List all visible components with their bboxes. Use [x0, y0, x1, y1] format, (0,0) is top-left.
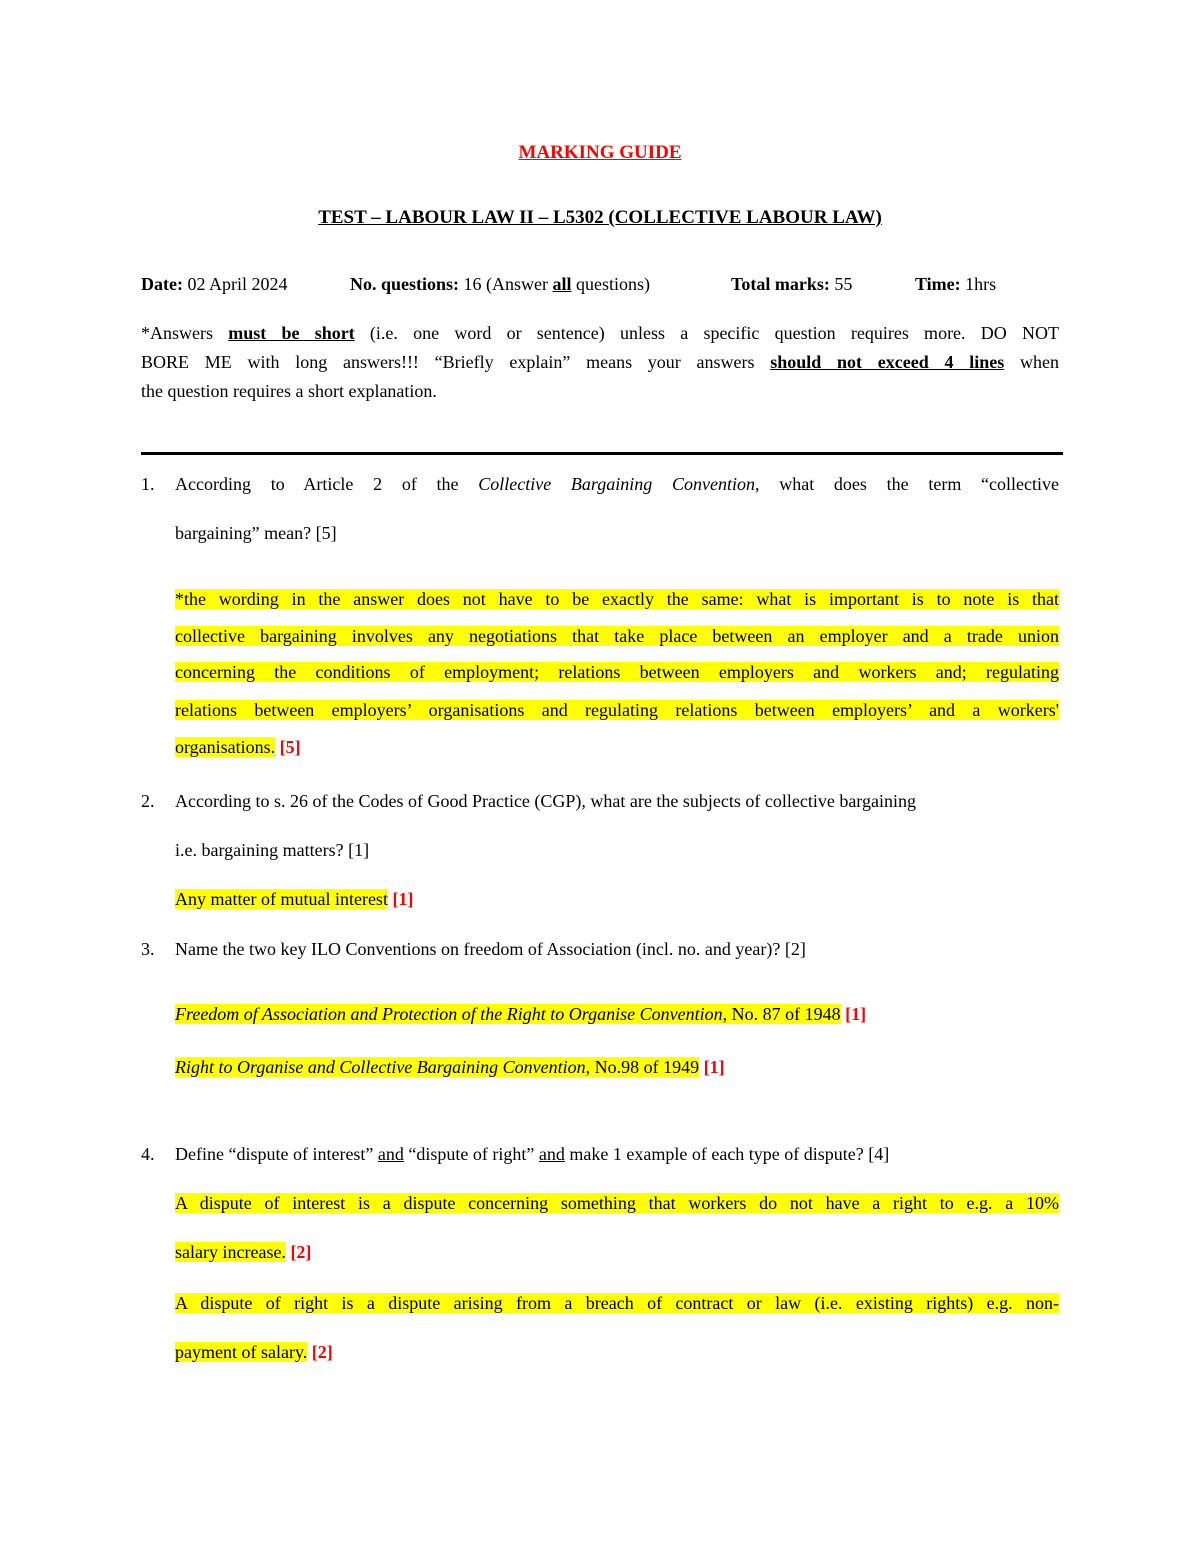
q1-text-line-2: bargaining” mean? [5]: [175, 523, 337, 543]
q4-mark-2: [2]: [311, 1342, 333, 1362]
q4-answer-text: payment of salary.: [175, 1342, 308, 1362]
q4-answer-text: salary increase.: [175, 1242, 286, 1262]
questions-text: 16 (Answer: [459, 274, 553, 294]
instr-text: BORE ME with long answers!!! “Briefly explain” means your answers: [141, 352, 771, 372]
q2-mark: [1]: [392, 889, 414, 909]
questions-label: No. questions:: [350, 274, 460, 294]
instr-text: *Answers: [141, 323, 229, 343]
q1-answer-text: *the wording in the answer does not have to be exactly the same: what is important is to note is that: [175, 589, 1059, 609]
q4-answer-line-1: [175, 1193, 1059, 1214]
instr-text: when: [1004, 352, 1059, 372]
q1-italic-title: Collective Bargaining Convention: [478, 474, 755, 494]
q1-number: 1.: [141, 474, 155, 494]
q1-answer-text: organisations.: [175, 737, 276, 757]
meta-questions: [350, 274, 650, 295]
time-value: 1hrs: [960, 274, 997, 294]
q1-answer-line-5: [175, 737, 301, 758]
q4-and: and: [377, 1144, 404, 1164]
q4-and: and: [538, 1144, 565, 1164]
q3-convention-87: Freedom of Association and Protection of the Right to Organise Convention: [175, 1004, 723, 1024]
q1-mark: [5]: [279, 737, 301, 757]
q2-answer-text: Any matter of mutual interest: [175, 889, 388, 909]
horizontal-rule: [141, 452, 1063, 455]
q3-convention-98-number: , No.98 of 1949: [585, 1057, 700, 1077]
q1-answer-line-4: [175, 700, 1059, 721]
q2-number: 2.: [141, 791, 155, 811]
doc-subtitle: TEST – LABOUR LAW II – L5302 (COLLECTIVE LABOUR LAW): [318, 207, 882, 228]
q1-answer-line-2: [175, 626, 1059, 647]
meta-date: [141, 274, 288, 295]
q1-answer-line-3: [175, 662, 1059, 683]
questions-all: all: [552, 274, 572, 294]
q4-text-part: Define “dispute of interest”: [175, 1144, 378, 1164]
q4-answer-line-4: [175, 1342, 333, 1363]
q1-answer-text: relations between employers’ organisations and regulating relations between employers’ and a workers': [175, 700, 1059, 720]
instr-emphasis: should not exceed 4 lines: [770, 352, 1005, 372]
q1-answer-text: collective bargaining involves any negotiations that take place between an employer and a trade union: [175, 626, 1059, 646]
q2-text-line-2: i.e. bargaining matters? [1]: [175, 840, 370, 860]
instructions-line-2: [141, 352, 1059, 373]
date-value: 02 April 2024: [182, 274, 288, 294]
q3-convention-98: Right to Organise and Collective Bargaining Convention: [175, 1057, 586, 1077]
time-label: Time:: [915, 274, 961, 294]
q3-mark-2: [1]: [703, 1057, 725, 1077]
q2-text-line-1: According to s. 26 of the Codes of Good Practice (CGP), what are the subjects of collective bargaining: [175, 791, 916, 811]
q3-mark-1: [1]: [845, 1004, 867, 1024]
marks-value: 55: [829, 274, 853, 294]
questions-post: questions): [571, 274, 651, 294]
q3-number: 3.: [141, 939, 155, 959]
meta-time: [915, 274, 996, 295]
q4-answer-line-3: [175, 1293, 1059, 1314]
q4-text: [175, 1144, 889, 1165]
q2-answer: [175, 889, 413, 910]
q4-number: 4.: [141, 1144, 155, 1164]
q3-text: Name the two key ILO Conventions on freedom of Association (incl. no. and year)? [2]: [175, 939, 806, 959]
q4-text-part: “dispute of right”: [403, 1144, 539, 1164]
q3-answer-2: [175, 1057, 725, 1078]
q4-answer-text: A dispute of right is a dispute arising from a breach of contract or law (i.e. existing rights) e.g. non-: [175, 1293, 1059, 1313]
instructions-line-3: the question requires a short explanation.: [141, 381, 437, 401]
date-label: Date:: [141, 274, 183, 294]
q1-text-line-1: [175, 474, 1059, 495]
instr-emphasis: must be short: [228, 323, 355, 343]
q1-answer-text: concerning the conditions of employment; relations between employers and workers and; regulating: [175, 662, 1059, 682]
q3-convention-87-number: , No. 87 of 1948: [722, 1004, 841, 1024]
instructions-line-1: [141, 323, 1059, 344]
q4-answer-text: A dispute of interest is a dispute concerning something that workers do not have a right to e.g. a 10%: [175, 1193, 1059, 1213]
q1-text: According to Article 2 of the: [175, 474, 479, 494]
q4-text-part: make 1 example of each type of dispute? [4]: [564, 1144, 890, 1164]
q3-answer-1: [175, 1004, 866, 1025]
doc-title: MARKING GUIDE: [518, 142, 682, 163]
instr-text: (i.e. one word or sentence) unless a specific question requires more. DO NOT: [354, 323, 1059, 343]
q4-mark-1: [2]: [290, 1242, 312, 1262]
q4-answer-line-2: [175, 1242, 311, 1263]
meta-marks: [731, 274, 852, 295]
q1-answer-line-1: [175, 589, 1059, 610]
marks-label: Total marks:: [731, 274, 830, 294]
q1-text: , what does the term “collective: [754, 474, 1059, 494]
